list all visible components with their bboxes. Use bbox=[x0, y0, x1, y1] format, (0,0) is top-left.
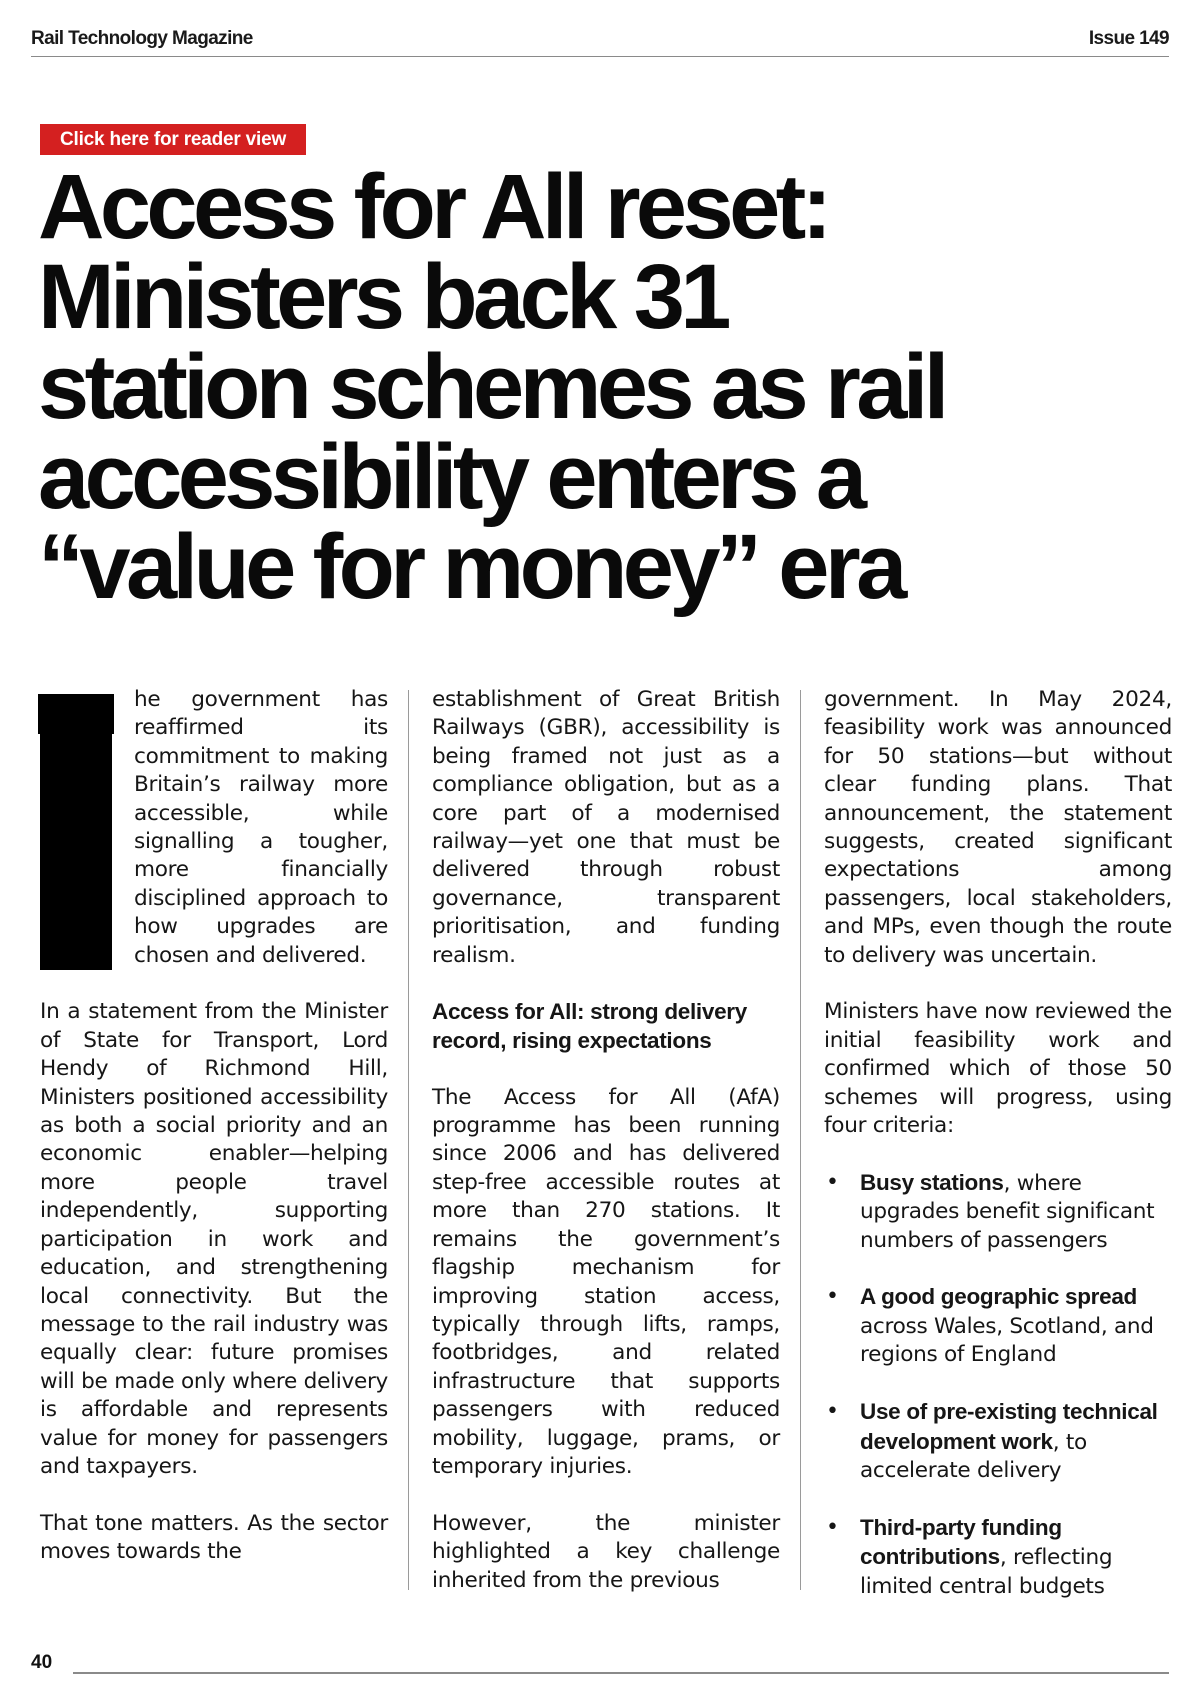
criteria-text: , to accelerate delivery bbox=[860, 1429, 1087, 1483]
magazine-name: Rail Technology Magazine bbox=[31, 28, 253, 49]
criteria-bold: Third-party funding contributions bbox=[860, 1514, 1062, 1570]
article-paragraph: government. In May 2024, feasibility work was announced for 50 stations—but without clear funding plans. That announcement, the statement suggests, created significant expectations among passengers, local stakeholders, and MPs, even though the route to delivery was uncertain. bbox=[824, 687, 1172, 968]
section-subheading: Access for All: strong delivery record, rising expectations bbox=[432, 999, 747, 1053]
footer-rule bbox=[73, 1672, 1169, 1674]
article-paragraph bbox=[40, 686, 388, 970]
criteria-bold: Use of pre-existing technical development work bbox=[860, 1399, 1158, 1454]
criteria-bold: A good geographic spread bbox=[860, 1284, 1137, 1310]
article-paragraph: In a statement from the Minister of State for Transport, Lord Hendy of Richmond Hill, Ministers positioned accessibility as both a social priority and an economic enabler—helping more people travel independently, supporting participation in work and education, and strengthening local connectivity. But the message to the rail industry was equally clear: future promises will be made only where delivery is affordable and represents value for money for passengers and taxpayers. bbox=[40, 999, 388, 1479]
page-number: 40 bbox=[31, 1652, 53, 1673]
column-divider bbox=[800, 690, 801, 1590]
criteria-text: , where upgrades benefit significant numbers of passengers bbox=[860, 1170, 1155, 1253]
issue-number: Issue 149 bbox=[1088, 28, 1169, 49]
article-headline bbox=[38, 156, 1158, 618]
criteria-list bbox=[824, 1169, 1172, 1601]
article-paragraph: That tone matters. As the sector moves towards the bbox=[40, 1510, 388, 1565]
article-column-2 bbox=[432, 686, 780, 1595]
headline-line: “value for money” era bbox=[38, 516, 903, 618]
article-paragraph: establishment of Great British Railways (GBR), accessibility is being framed not just as a compliance obligation, but as a core part of a modernised railway—yet one that must be delivered through robust governance, transparent prioritisation, and funding realism. bbox=[432, 687, 780, 968]
list-item bbox=[824, 1283, 1172, 1369]
drop-cap-letter bbox=[40, 694, 41, 695]
article-paragraph: Ministers have now reviewed the initial feasibility work and confirmed which of those 50 schemes will progress, using four criteria: bbox=[824, 999, 1172, 1139]
list-item bbox=[824, 1514, 1172, 1601]
list-item bbox=[824, 1398, 1172, 1485]
criteria-text: , reflecting limited central budgets bbox=[860, 1545, 1113, 1599]
article-paragraph: However, the minister highlighted a key challenge inherited from the previous bbox=[432, 1510, 780, 1593]
page-header bbox=[31, 26, 1169, 57]
list-item bbox=[824, 1169, 1172, 1255]
criteria-bold: Busy stations bbox=[860, 1169, 1004, 1195]
criteria-text: across Wales, Scotland, and regions of England bbox=[860, 1313, 1154, 1368]
reader-view-button[interactable]: Click here for reader view bbox=[40, 124, 306, 155]
column-divider bbox=[408, 690, 409, 1590]
article-column-3 bbox=[824, 686, 1172, 1601]
article-column-1 bbox=[40, 686, 388, 1567]
page-footer bbox=[31, 1652, 1169, 1678]
intro-text: he government has reaffirmed its commitment to making Britain’s railway more accessible, while signalling a tougher, more financially disciplined approach to how upgrades are chosen and delivered. bbox=[134, 687, 388, 968]
headline-line: Ministers back 31 bbox=[38, 246, 727, 348]
headline-line: accessibility enters a bbox=[38, 426, 863, 528]
headline-line: Access for All reset: bbox=[38, 156, 828, 258]
article-paragraph: The Access for All (AfA) programme has been running since 2006 and has delivered step-free accessible routes at more than 270 stations. It remains the government’s flagship mechanism for improving station access, typically through lifts, ramps, footbridges, and related infrastructure that supports passengers with reduced mobility, luggage, prams, or temporary injuries. bbox=[432, 1084, 780, 1479]
headline-line: station schemes as rail bbox=[38, 336, 945, 438]
drop-cap bbox=[40, 694, 112, 970]
